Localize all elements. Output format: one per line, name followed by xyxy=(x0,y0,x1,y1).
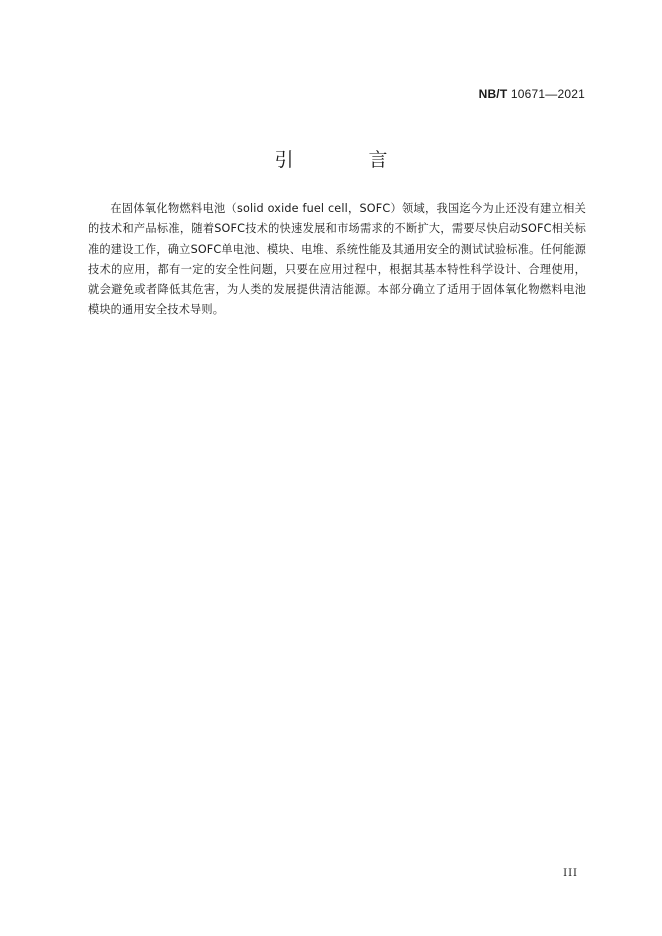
page-number: III xyxy=(563,868,578,879)
standard-prefix: NB/T xyxy=(478,87,508,101)
body-text xyxy=(88,199,586,321)
standard-number: 10671—2021 xyxy=(510,87,585,101)
page-title: 引 言 xyxy=(274,149,416,171)
standard-code xyxy=(479,87,585,101)
paragraph: 在固体氧化物燃料电池（solid oxide fuel cell，SOFC）领域，我国迄今为止还没有建立相关的技术和产品标准，随着SOFC技术的快速发展和市场需求的不断扩大，需要尽快启动SOFC相关标准的建设工作，确立SOFC单电池、模块、电堆、系统性能及其通用安全的测试试验标准。任何能源技术的应用，都有一定的安全性问题，只要在应用过程中，根据其基本特性科学设计、合理使用，就会避免或者降低其危害，为人类的发展提供清洁能源。本部分确立了适用于固体氧化物燃料电池模块的通用安全技术导则。 xyxy=(88,202,586,317)
